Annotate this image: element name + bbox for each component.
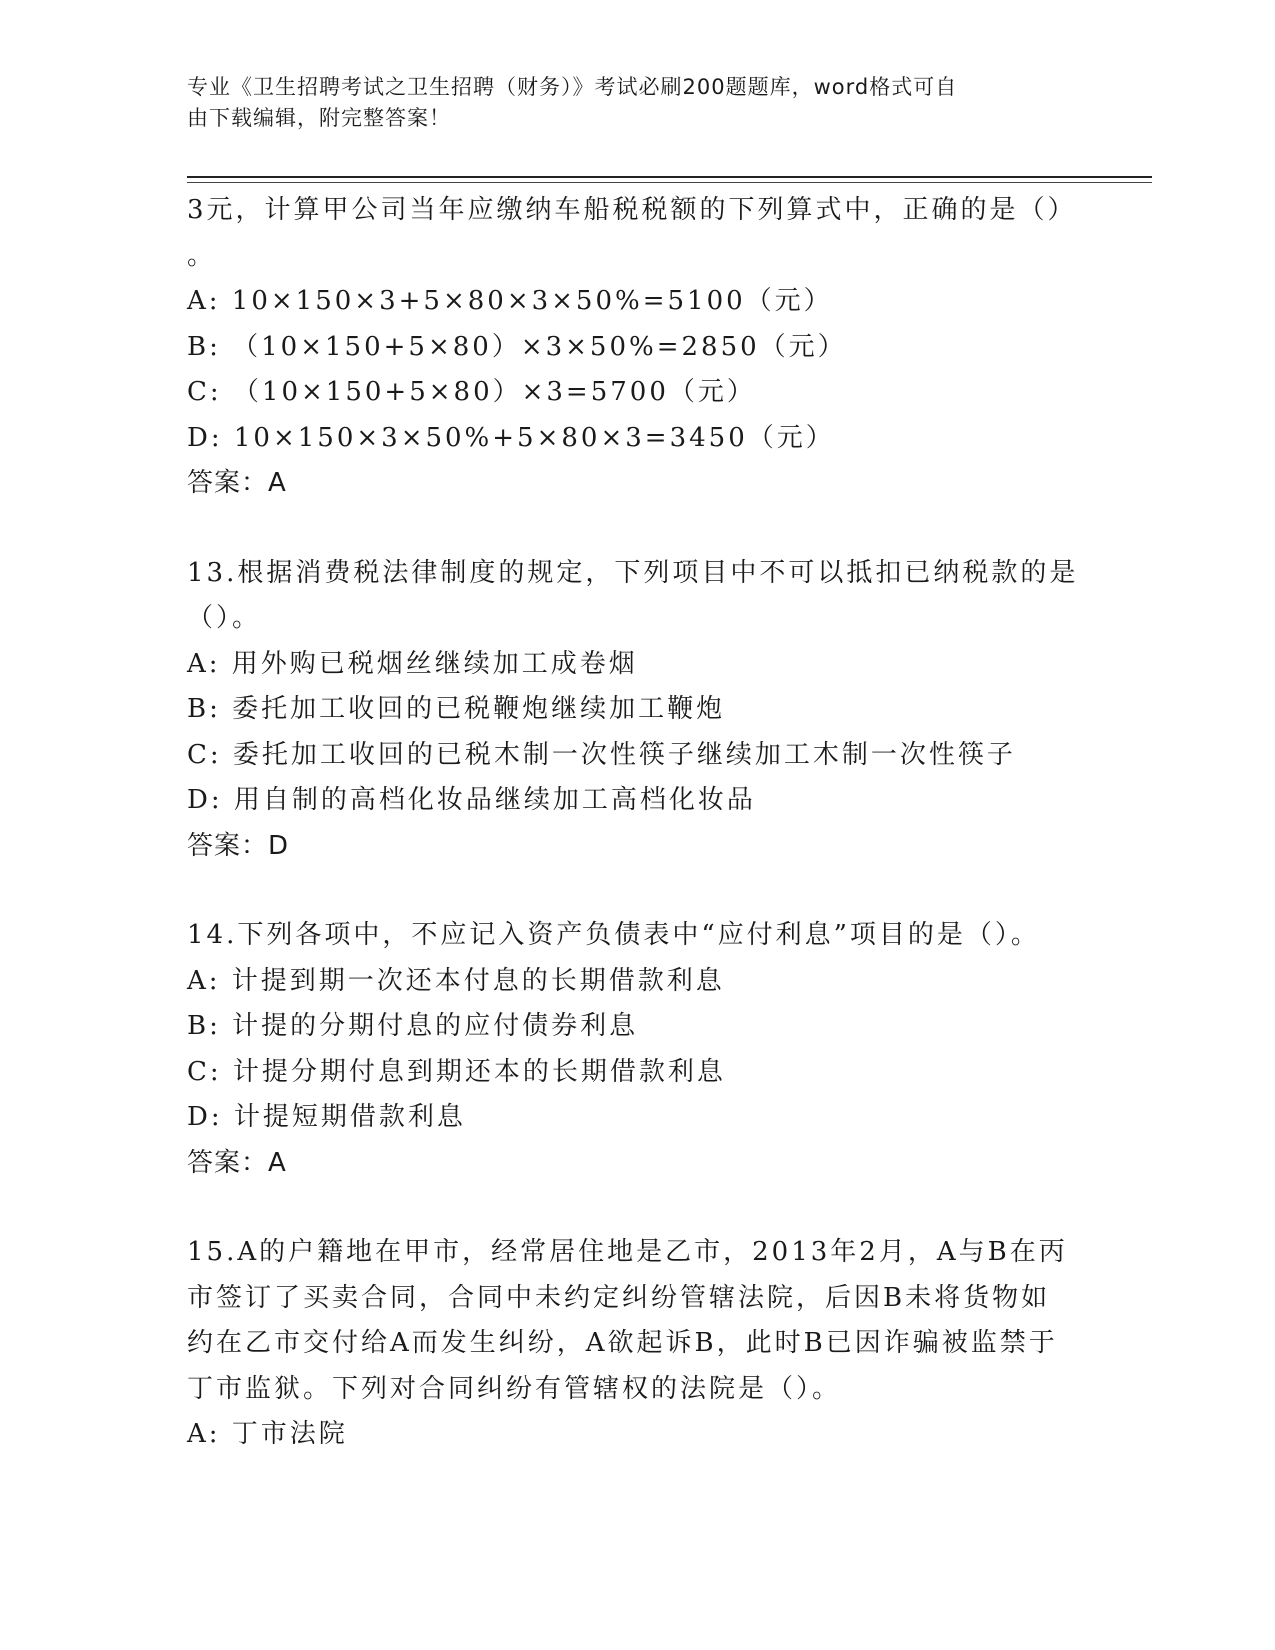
question-stem-line: 丁市监狱。下列对合同纠纷有管辖权的法院是（）。 (187, 1373, 842, 1404)
spacer (187, 507, 1087, 551)
question-stem-line: 14.下列各项中，不应记入资产负债表中“应付利息”项目的是（）。 (187, 920, 1040, 950)
header-divider-thin (187, 182, 1152, 183)
option-d: D: 用自制的高档化妆品继续加工高档化妆品 (187, 785, 756, 815)
option-d: D: 计提短期借款利息 (187, 1102, 466, 1132)
question-12 (187, 188, 1087, 507)
question-stem-line: 3元，计算甲公司当年应缴纳车船税税额的下列算式中，正确的是（） (187, 195, 1077, 225)
answer: 答案：D (187, 830, 290, 861)
option-d: D: 10×150×3×50%+5×80×3=3450（元） (187, 422, 835, 453)
question-stem-line: 市签订了买卖合同，合同中未约定纠纷管辖法院，后因B未将货物如 (187, 1282, 1051, 1313)
question-stem-line: 。 (187, 240, 217, 271)
option-b: B: 委托加工收回的已税鞭炮继续加工鞭炮 (187, 694, 726, 724)
spacer (187, 869, 1087, 913)
option-a: A: 10×150×3+5×80×3×50%=5100（元） (187, 286, 833, 316)
option-a: A: 计提到期一次还本付息的长期借款利息 (187, 965, 725, 996)
header-divider-thick (187, 176, 1152, 178)
header-line-1: 专业《卫生招聘考试之卫生招聘（财务）》考试必刷200题题库，word格式可自 (187, 75, 958, 99)
question-stem-line: 约在乙市交付给A而发生纠纷，A欲起诉B，此时B已因诈骗被监禁于 (187, 1328, 1058, 1358)
header-line-2: 由下载编辑，附完整答案！ (187, 106, 451, 130)
option-a: A: 用外购已税烟丝继续加工成卷烟 (187, 648, 638, 679)
question-13 (187, 551, 1087, 870)
question-stem-line: 15.A的户籍地在甲市，经常居住地是乙市，2013年2月，A与B在丙 (187, 1237, 1068, 1267)
option-a: A: 丁市法院 (187, 1419, 348, 1449)
option-b: B: 计提的分期付息的应付债券利息 (187, 1011, 639, 1041)
document-body (187, 188, 1087, 1458)
option-c: C: （10×150+5×80）×3=5700（元） (187, 377, 756, 407)
answer: 答案：A (187, 1147, 287, 1178)
question-stem-line: 13.根据消费税法律制度的规定，下列项目中不可以抵扣已纳税款的是 (187, 557, 1079, 588)
document-header (187, 72, 1067, 134)
question-14 (187, 913, 1087, 1186)
option-c: C: 计提分期付息到期还本的长期借款利息 (187, 1056, 726, 1087)
answer: 答案：A (187, 468, 287, 498)
option-c: C: 委托加工收回的已税木制一次性筷子继续加工木制一次性筷子 (187, 739, 1016, 770)
spacer (187, 1186, 1087, 1230)
question-stem-line: （）。 (187, 603, 262, 633)
option-b: B: （10×150+5×80）×3×50%=2850（元） (187, 331, 847, 362)
question-15 (187, 1230, 1087, 1458)
